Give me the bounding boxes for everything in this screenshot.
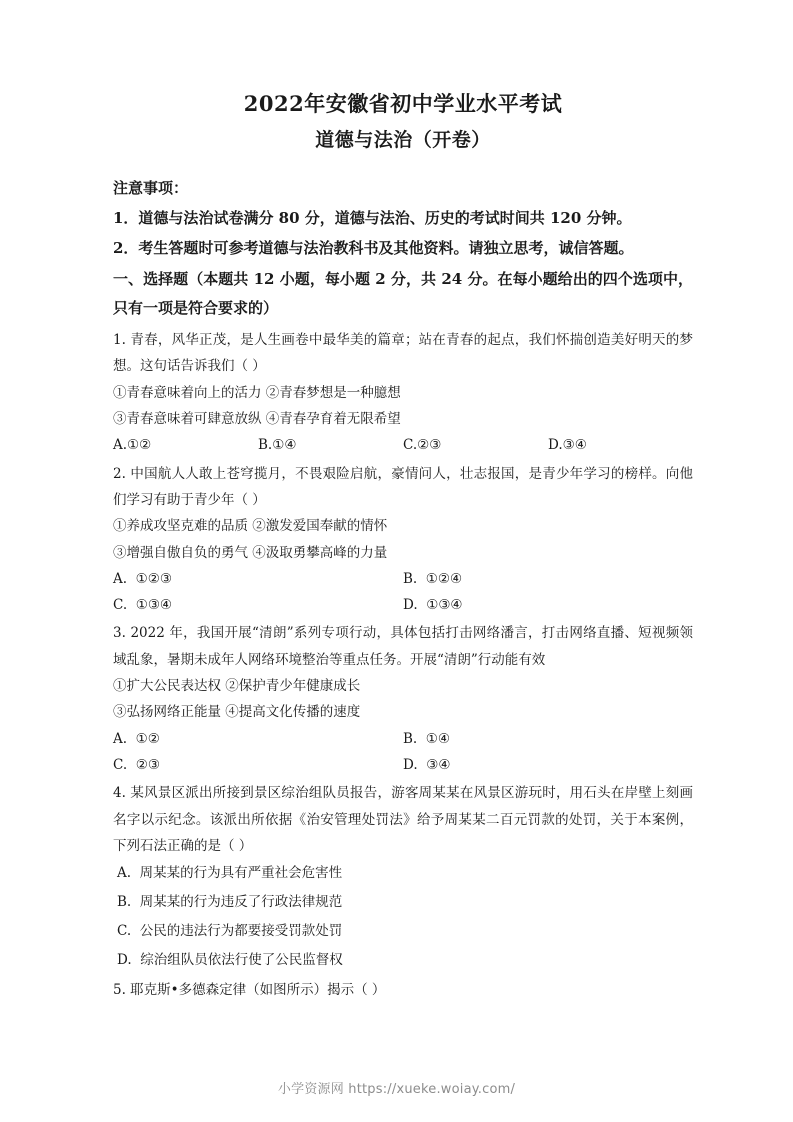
question-2-option-c[interactable]: C. ①③④ (113, 597, 173, 614)
question-1-options (113, 432, 693, 458)
question-4-option-a[interactable]: A. 周某某的行为具有严重社会危害性 (117, 865, 343, 882)
question-3-option-b[interactable]: B. ①④ (403, 730, 450, 747)
question-1-sub-2: ③青春意味着可肆意放纵 ④青春孕育着无限希望 (113, 410, 401, 427)
question-2-options-row-1 (113, 566, 693, 592)
question-5 (113, 977, 693, 1003)
question-3 (113, 620, 693, 778)
notice-item-2: 2．考生答题时可参考道德与法治教科书及其他资料。请独立思考，诚信答题。 (113, 238, 634, 257)
question-1-sub-1: ①青春意味着向上的活力 ②青春梦想是一种臆想 (113, 384, 401, 401)
notice-item-1: 1．道德与法治试卷满分 80 分，道德与法治、历史的考试时间共 120 分钟。 (113, 208, 632, 227)
page-subtitle: 道德与法治（开卷） (315, 128, 491, 151)
footer-watermark: 小学资源网 https://xueke.woiay.com/ (277, 1082, 516, 1097)
question-3-sub-2: ③弘扬网络正能量 ④提高文化传播的速度 (113, 704, 361, 721)
question-4-option-d[interactable]: D. 综治组队员依法行使了公民监督权 (117, 952, 343, 969)
question-3-option-a[interactable]: A. ①② (113, 730, 160, 747)
question-2-sub-2: ③增强自傲自负的勇气 ④汲取勇攀高峰的力量 (113, 544, 388, 561)
question-2-option-b[interactable]: B. ①②④ (403, 570, 463, 587)
question-2-sub-1: ①养成攻坚克难的品质 ②激发爱国奉献的情怀 (113, 518, 388, 535)
question-2-option-d[interactable]: D. ①③④ (403, 597, 463, 614)
question-3-options-row-2 (113, 752, 693, 778)
question-1-option-b[interactable]: B.①④ (258, 437, 297, 454)
page-title: 2022年安徽省初中学业水平考试 (243, 91, 563, 116)
question-4-option-b[interactable]: B. 周某某的行为违反了行政法律规范 (117, 894, 343, 911)
question-1 (113, 327, 693, 459)
question-1-stem: 1. 青春，风华正茂，是人生画卷中最华美的篇章；站在青春的起点，我们怀揣创造美好明天的梦想。这句话告诉我们（ ） (113, 332, 693, 375)
question-2 (113, 461, 693, 619)
question-1-option-c[interactable]: C.②③ (403, 437, 442, 454)
question-3-stem: 3. 2022 年，我国开展“清朗”系列专项行动，具体包括打击网络潘言，打击网络直播、短视频领域乱象，暑期未成年人网络环境整治等重点任务。开展“清朗”行动能有效 (113, 625, 693, 668)
notice-heading: 注意事项： (113, 179, 189, 197)
question-4-option-c[interactable]: C. 公民的违法行为都要接受罚款处罚 (117, 923, 343, 940)
question-5-stem: 5. 耶克斯•多德森定律（如图所示）揭示（ ） (113, 982, 386, 999)
question-3-sub-1: ①扩大公民表达权 ②保护青少年健康成长 (113, 678, 361, 695)
question-4 (113, 780, 693, 975)
question-1-option-a[interactable]: A.①② (113, 437, 152, 454)
question-3-option-c[interactable]: C. ②③ (113, 757, 160, 773)
question-3-options-row-1 (113, 726, 693, 752)
question-3-option-d[interactable]: D. ③④ (403, 757, 451, 773)
notice-block (113, 174, 693, 263)
section-heading-multiple-choice: 一、选择题（本题共 12 小题，每小题 2 分，共 24 分。在每小题给出的四个选项中，只有一项是符合要求的） (113, 269, 693, 317)
question-1-option-d[interactable]: D.③④ (548, 437, 587, 454)
question-2-option-a[interactable]: A. ①②③ (113, 570, 172, 587)
page-content (113, 88, 693, 1006)
question-2-options-row-2 (113, 592, 693, 618)
question-4-stem: 4. 某风景区派出所接到景区综治组队员报告，游客周某某在风景区游玩时，用石头在岸壁上刻画名字以示纪念。该派出所依据《治安管理处罚法》给予周某某二百元罚款的处罚，关于本案例，下列石法正确的是（ ） (113, 785, 693, 854)
question-2-stem: 2. 中国航人人敢上苍穹揽月，不畏艰险启航，豪情问人，壮志报国，是青少年学习的榜样。向他们学习有助于青少年（ ） (113, 465, 693, 508)
